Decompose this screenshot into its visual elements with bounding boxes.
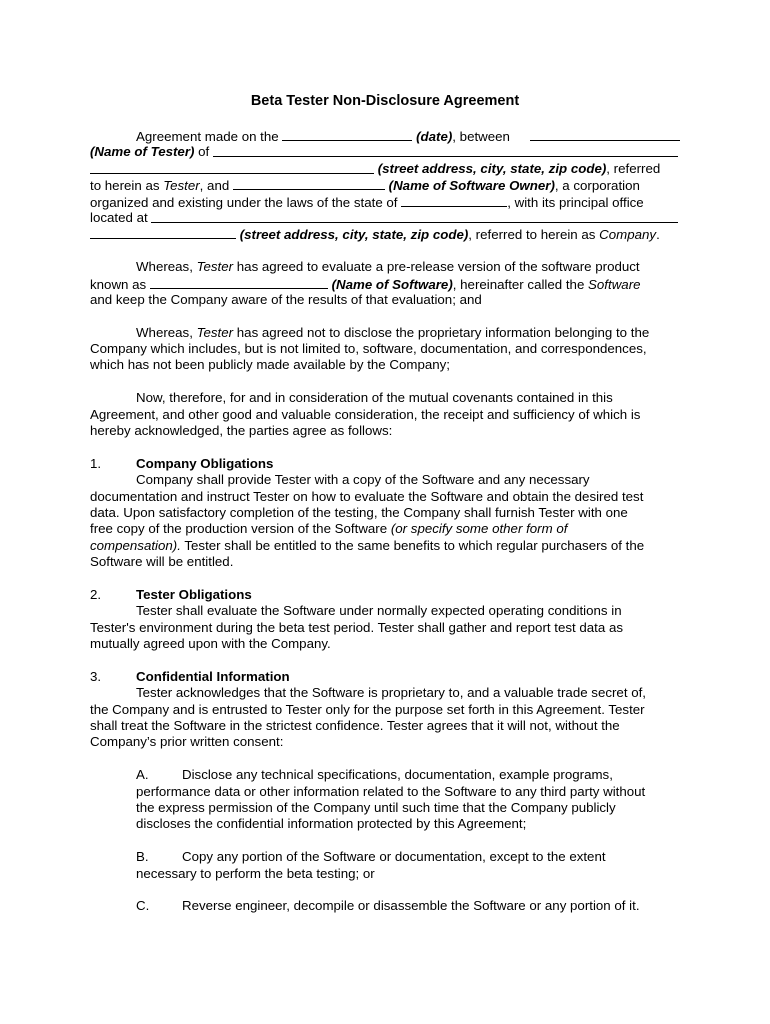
clause-b: B. Copy any portion of the Software or documentation, except to the extent necessary to perform the beta testing; or — [136, 849, 606, 881]
owner-blank[interactable] — [233, 177, 385, 190]
clause-a: A. Disclose any technical specifications, documentation, example programs, performance data or other information related to the Software to any third party without the express permission of the Company until such time that the Company publicly discloses the confidential information protected by this Agreement; — [136, 767, 646, 832]
section-heading: Confidential Information — [136, 668, 290, 684]
section-company-obligations: 1. Company Obligations Company shall provide Tester with a copy of the Software and any necessary documentation and instruct Tester on how to evaluate the Software and obtain the desired test data. Upon satisfactory completion of the testing, the Company shall furnish Tester with one free copy of the production version of the Software (or specify some other form of compensation). Tester shall be entitled to the same benefits to which regular purchasers of the Software will be entitled. — [90, 455, 645, 570]
section-tester-obligations: 2. Tester Obligations Tester shall evaluate the Software under normally expected operating conditions in Tester's environment during the beta test period. Tester shall gather and report test data as mutually agreed upon with the Company. — [90, 586, 623, 652]
document-title: Beta Tester Non-Disclosure Agreement — [250, 93, 520, 109]
section-heading: Tester Obligations — [136, 586, 252, 602]
clause-letter: C. — [136, 898, 150, 914]
section-number: 1. — [90, 455, 102, 471]
software-name-blank[interactable] — [150, 276, 328, 289]
between-blank[interactable] — [530, 128, 680, 141]
clause-c: C. Reverse engineer, decompile or disassemble the Software or any portion of it. — [136, 898, 640, 914]
whereas-paragraph-1: Whereas, Tester has agreed to evaluate a pre-release version of the software product known as (Name of Software), hereinafter called the Software and keep the Company aware of the results of that evaluation; and — [90, 259, 641, 307]
section-heading: Company Obligations — [136, 455, 274, 471]
clause-letter: B. — [136, 849, 149, 865]
intro-paragraph: Agreement made on the (date), between (Name of Tester) of (street address, city, state, zip code) , referred to herein as Tester, and (Name of Software Owner), a corporation organized and existing under the laws of the state of , with its principal office located at (street address, city, state, zip code), referred to herein as Company. — [90, 128, 680, 243]
date-blank[interactable] — [282, 128, 412, 141]
section-number: 2. — [90, 586, 102, 602]
section-confidential-information: 3. Confidential Information Tester acknowledges that the Software is proprietary to, and a valuable trade secret of, the Company and is entrusted to Tester only for the purpose set forth in this Agreement. Tester shall treat the Software in the strictest confidence. Tester agrees that it will not, without the Company’s prior written consent: A. Disclose any technical specifications, documentation, example programs, performance data or other information related to the Software to any third party without the express permission of the Company until such time that the Company publicly discloses the confidential information protected by this Agreement; B. Copy any portion of the Software or documentation, except to the extent necessary to perform the beta testing; or C. Reverse engineer, decompile or disassemble the Software or any portion of it. — [90, 669, 680, 915]
tester-address-blank[interactable] — [213, 144, 678, 157]
whereas-paragraph-2: Whereas, Tester has agreed not to disclose the proprietary information belonging to the Company which includes, but is not limited to, software, documentation, and correspondences, which has not been publicly made available by the Company; — [90, 324, 650, 373]
document-page — [90, 92, 680, 915]
street-address-blank[interactable] — [90, 161, 374, 174]
clause-letter: A. — [136, 767, 149, 783]
office-blank[interactable] — [151, 210, 678, 223]
office-address-blank[interactable] — [90, 226, 236, 239]
section-number: 3. — [90, 668, 102, 684]
now-therefore-paragraph: Now, therefore, for and in consideration of the mutual covenants contained in this Agreement, and other good and valuable consideration, the receipt and sufficiency of which is hereby acknowledged, the parties agree as follows: — [90, 390, 641, 439]
state-blank[interactable] — [401, 194, 507, 207]
